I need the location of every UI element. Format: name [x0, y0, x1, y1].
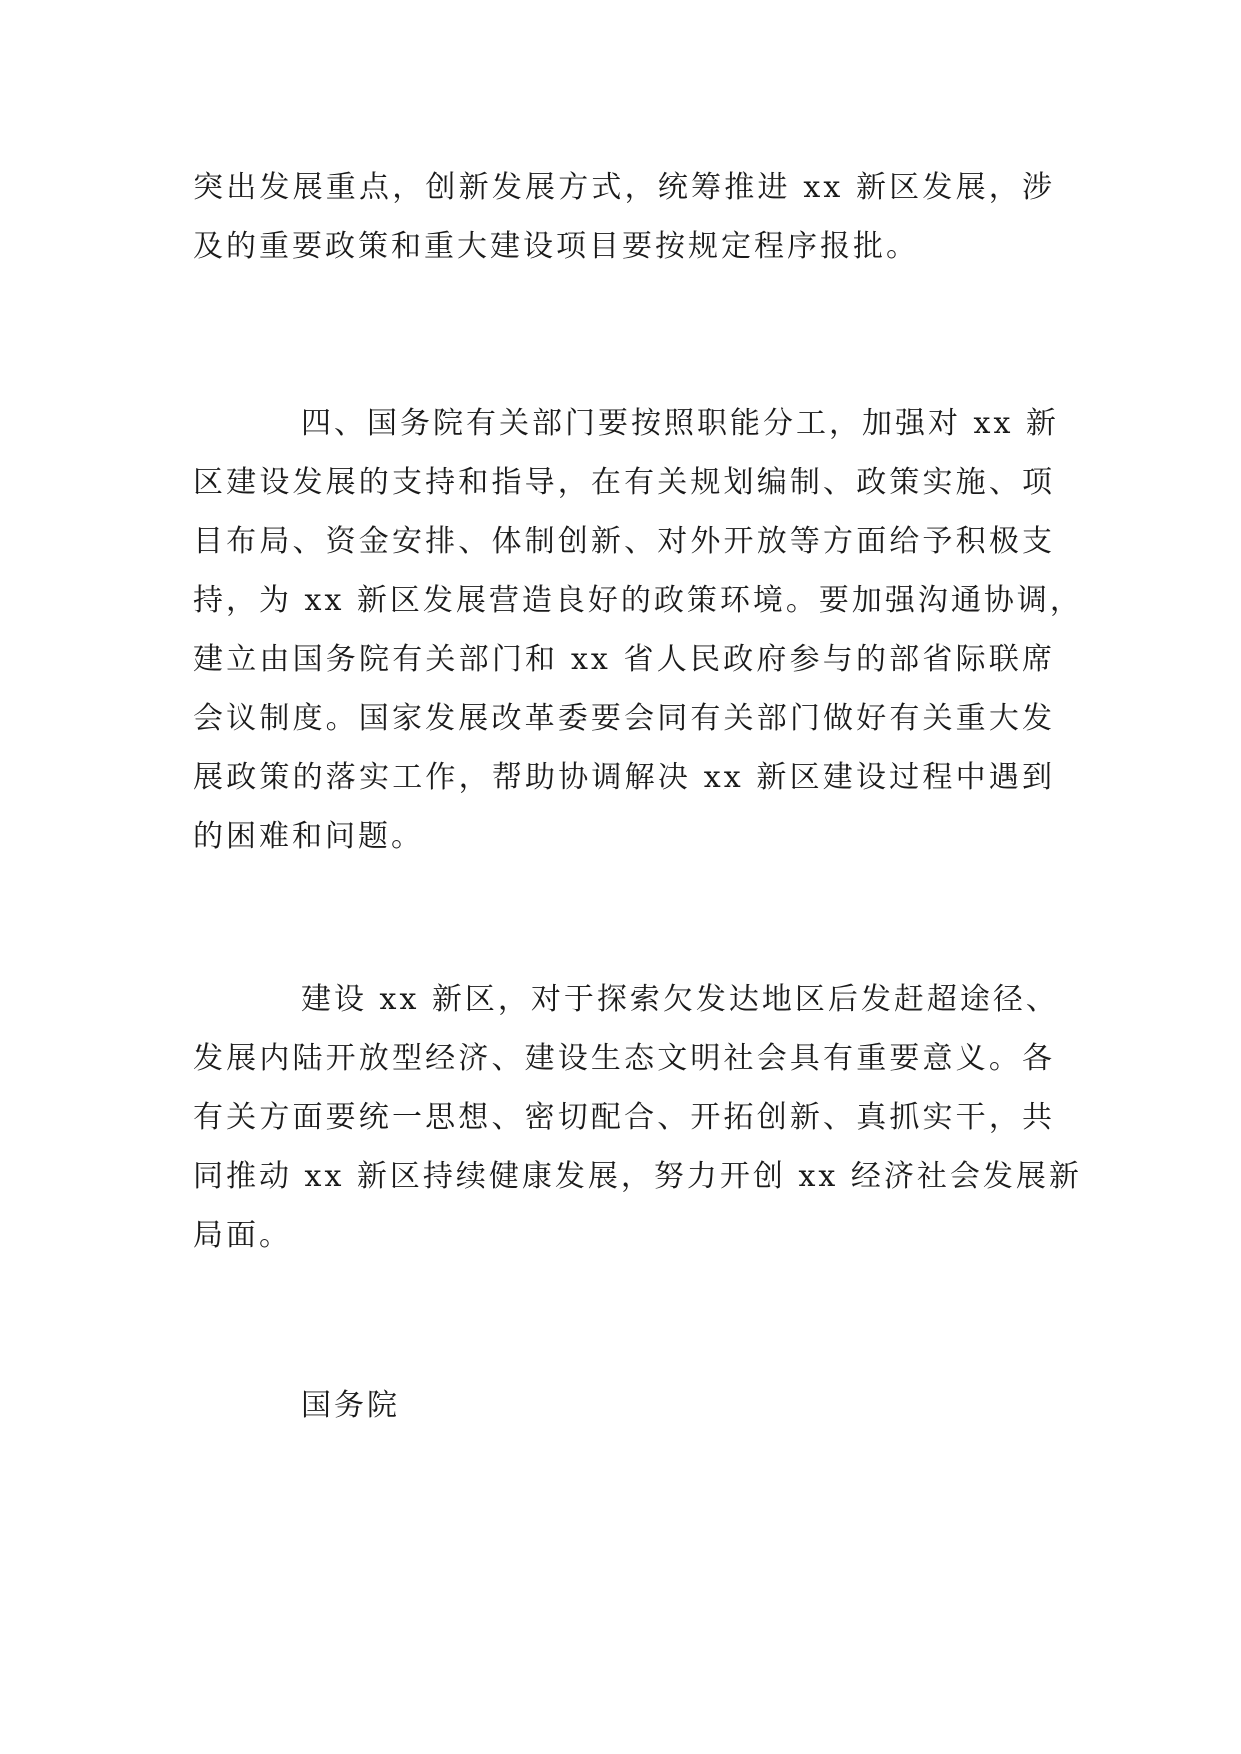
paragraph-2 — [193, 394, 1083, 866]
paragraph-line: 及的重要政策和重大建设项目要按规定程序报批。 — [193, 229, 919, 264]
paragraph-line: 会议制度。国家发展改革委要会同有关部门做好有关重大发 — [193, 701, 1055, 736]
signature: 国务院 — [301, 1388, 400, 1423]
paragraph-line: 发展内陆开放型经济、建设生态文明社会具有重要意义。各 — [193, 1041, 1055, 1076]
paragraph-line: 的困难和问题。 — [193, 819, 424, 854]
paragraph-line: 突出发展重点，创新发展方式，统筹推进 xx 新区发展，涉 — [193, 170, 1055, 205]
paragraph-line: 四、国务院有关部门要按照职能分工，加强对 xx 新 — [301, 406, 1059, 441]
paragraph-line: 持，为 xx 新区发展营造良好的政策环境。要加强沟通协调， — [193, 583, 1083, 618]
paragraph-line: 展政策的落实工作，帮助协调解决 xx 新区建设过程中遇到 — [193, 760, 1055, 795]
paragraph-line: 建立由国务院有关部门和 xx 省人民政府参与的部省际联席 — [193, 642, 1055, 677]
paragraph-3 — [193, 970, 1082, 1265]
paragraph-line: 同推动 xx 新区持续健康发展，努力开创 xx 经济社会发展新 — [193, 1159, 1082, 1194]
paragraph-line: 区建设发展的支持和指导，在有关规划编制、政策实施、项 — [193, 465, 1055, 500]
paragraph-line: 局面。 — [193, 1218, 292, 1253]
paragraph-line: 有关方面要统一思想、密切配合、开拓创新、真抓实干，共 — [193, 1100, 1055, 1135]
paragraph-1 — [193, 158, 1055, 276]
paragraph-line: 目布局、资金安排、体制创新、对外开放等方面给予积极支 — [193, 524, 1055, 559]
paragraph-line: 建设 xx 新区，对于探索欠发达地区后发赶超途径、 — [301, 982, 1059, 1017]
